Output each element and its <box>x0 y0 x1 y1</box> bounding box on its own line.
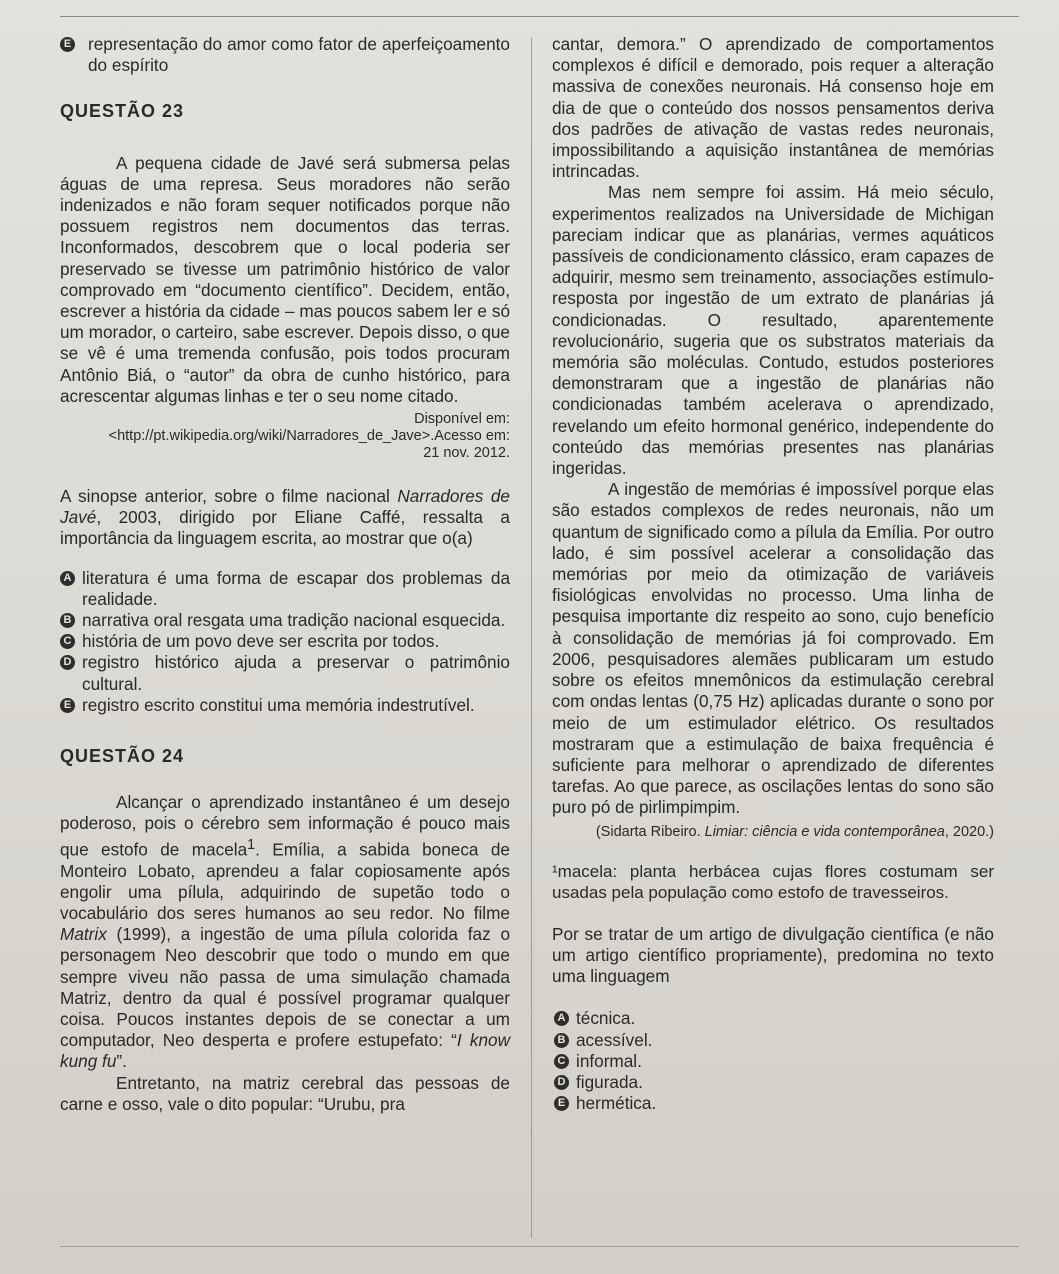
option-text: técnica. <box>576 1008 636 1029</box>
q23-options <box>60 568 510 716</box>
left-column <box>60 34 510 1115</box>
paragraph-text: ”. <box>116 1051 127 1072</box>
source-url: <http://pt.wikipedia.org/wiki/Narradores_de_Jave>.Acesso em: <box>108 428 510 445</box>
source-text: , 2020.) <box>944 823 994 840</box>
option-text: acessível. <box>576 1029 653 1050</box>
paragraph-text: Alcançar o aprendizado instantâneo é um desejo poderoso, pois o cérebro sem informação é pouco mais que estofo de macela <box>60 792 510 860</box>
stem-text: A sinopse anterior, sobre o filme nacional <box>60 486 398 507</box>
q24-option-c[interactable] <box>554 1051 994 1072</box>
film-title: Matrix <box>60 924 107 945</box>
q23-passage: A pequena cidade de Javé será submersa pelas águas de uma represa. Seus moradores não serão indenizados e não foram sequer notificados porque não possuem registros nem documentos das terras. Inconformados, descobrem que o local poderia ser preservado se tivesse um patrimônio histórico de valor comprovado em “documento científico”. Decidem, então, escrever a história da cidade – mas poucos sabem ler e só um morador, o carteiro, sabe escrever. Depois disso, o que se vê é uma tremenda confusão, pois todos procuram Antônio Biá, o “autor” da obra de cunho histórico, para acrescentar algumas linhas e ter o seu nome citado. <box>60 152 510 406</box>
q24-option-d[interactable] <box>554 1072 994 1093</box>
option-letter-badge: B <box>60 613 75 628</box>
q24-footnote: ¹macela: planta herbácea cujas flores costumam ser usadas pela população como estofo de travesseiros. <box>552 861 994 902</box>
q24-option-a[interactable] <box>554 1008 994 1029</box>
q22-option-e <box>60 34 510 76</box>
q23-source <box>60 411 510 462</box>
paragraph-text: . Emília, a sabida boneca de Monteiro Lobato, aprendeu a falar copiosamente após engolir uma pílula, adquirindo de supetão todo o vocabulário dos seres humanos ao seu redor. No filme <box>60 839 510 924</box>
book-title: Limiar: ciência e vida contemporânea <box>704 823 945 840</box>
question-23-title: QUESTÃO 23 <box>60 101 185 122</box>
option-letter-badge: C <box>60 634 75 649</box>
column-divider <box>531 38 532 1238</box>
q24-option-e[interactable] <box>554 1093 994 1114</box>
option-letter-badge: E <box>60 698 75 713</box>
q23-option-e[interactable] <box>60 695 510 716</box>
q24-paragraph-2-continued: cantar, demora.” O aprendizado de comportamentos complexos é difícil e demorado, pois requer a alteração massiva de conexões neuronais. Há consenso hoje em dia de que o conteúdo dos nossos pensamentos deriva dos padrões de ativação de vastas redes neuronais, impossibilitando a aquisição instantânea de memórias intrincadas. <box>552 34 994 182</box>
option-letter-badge: E <box>554 1096 569 1111</box>
option-text: história de um povo deve ser escrita por todos. <box>82 631 440 652</box>
option-text: hermética. <box>576 1093 657 1114</box>
option-letter-badge: A <box>554 1011 569 1026</box>
q23-option-c[interactable] <box>60 631 510 652</box>
q24-source <box>552 822 994 843</box>
q24-paragraph-4: A ingestão de memórias é impossível porque elas são estados complexos de redes neuronais, não um quantum de significado como a pílula da Emília. Por outro lado, é sim possível acelerar a consolidação das memórias por meio da otimização de variáveis fisiológicas envolvidas no processo. Uma linha de pesquisa importante diz respeito ao sono, cujo benefício à consolidação de memórias já foi comprovado. Em 2006, pesquisadores alemães publicaram um estudo sobre os efeitos mnemônicos da estimulação cerebral com ondas lentas (0,75 Hz) aplicadas durante o sono por meio de um estimulador elétrico. Os resultados mostraram que a estimulação de baixa frequência é suficiente para melhorar o aprendizado de diferentes tarefas. Ao que parece, as oscilações lentas do sono são puro pó de pirlimpimpim. <box>552 479 994 818</box>
q24-paragraph-3: Mas nem sempre foi assim. Há meio século, experimentos realizados na Universidade de Michigan pareciam indicar que as planárias, vermes aquáticos passíveis de condicionamento clássico, eram capazes de adquirir, mesmo sem treinamento, associações estímulo-resposta por ingestão de um extrato de planárias já condicionadas. O resultado, aparentemente revolucionário, sugeria que os substratos materiais da memória são moléculas. Contudo, estudos posteriores demonstraram que a ingestão de planárias não condicionadas também acelerava o aprendizado, revelando um efeito hormonal genérico, independente do conteúdo das memórias presentes nas planárias ingeridas. <box>552 182 994 479</box>
q23-option-b[interactable] <box>60 610 510 631</box>
right-column <box>552 34 994 1114</box>
q23-option-d[interactable] <box>60 652 510 694</box>
paragraph-text: (1999), a ingestão de uma pílula colorida faz o personagem Neo descobrir que todo o mundo em que sempre viveu não passa de uma simulação chamada Matriz, dentro da qual é possível programar qualquer coisa. Poucos instantes depois de se conectar a um computador, Neo desperta e profere estupefato: “ <box>60 924 510 1051</box>
option-text: literatura é uma forma de escapar dos problemas da realidade. <box>82 567 510 609</box>
source-text: (Sidarta Ribeiro. <box>595 823 705 840</box>
film-title: Narradores de Javé <box>60 486 510 528</box>
stem-text: , 2003, dirigido por Eliane Caffé, ressalta a importância da linguagem escrita, ao mostrar que o(a) <box>60 507 510 549</box>
q24-paragraph-1 <box>60 792 510 1072</box>
top-rule <box>60 16 1019 17</box>
bottom-rule <box>60 1246 1019 1247</box>
option-letter-badge: D <box>60 655 75 670</box>
option-text: registro escrito constitui uma memória indestrutível. <box>82 694 475 715</box>
quote-italic: I know kung fu <box>60 1030 510 1072</box>
question-24-title: QUESTÃO 24 <box>60 746 185 767</box>
option-text: representação do amor como fator de aperfeiçoamento do espírito <box>88 34 510 76</box>
q24-paragraph-2-start: Entretanto, na matriz cerebral das pessoas de carne e osso, vale o dito popular: “Urubu, pra <box>60 1072 510 1114</box>
option-letter-badge: D <box>554 1075 569 1090</box>
q24-stem: Por se tratar de um artigo de divulgação científica (e não um artigo científico propriamente), predomina no texto uma linguagem <box>552 923 994 987</box>
option-letter-badge: C <box>554 1054 569 1069</box>
q24-options <box>552 1008 994 1114</box>
source-date: 21 nov. 2012. <box>423 445 510 462</box>
option-text: registro histórico ajuda a preservar o patrimônio cultural. <box>82 652 510 694</box>
source-line: Disponível em: <box>414 411 510 428</box>
option-text: narrativa oral resgata uma tradição nacional esquecida. <box>82 610 506 631</box>
option-letter-badge: B <box>554 1033 569 1048</box>
q23-stem <box>60 486 510 550</box>
option-letter-badge: E <box>60 37 75 52</box>
q23-option-a[interactable] <box>60 568 510 610</box>
option-text: informal. <box>576 1050 642 1071</box>
option-letter-badge: A <box>60 571 75 586</box>
footnote-marker: 1 <box>247 836 256 853</box>
option-text: figurada. <box>576 1071 643 1092</box>
q24-option-b[interactable] <box>554 1030 994 1051</box>
